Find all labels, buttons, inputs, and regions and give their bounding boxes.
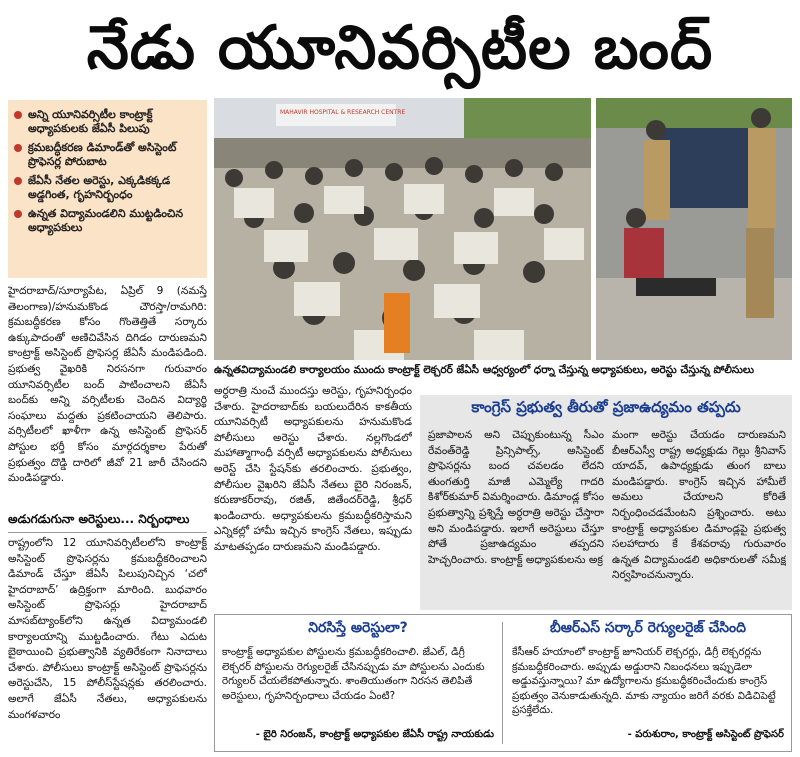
side-story-column-2: మంగా అరెస్టు చేయడం దారుణమని బీఆర్‌ఎస్వీ రాష్ట్ర అధ్యక్షుడు గెల్లు శ్రీనివాస్ యాదవ్, ఉపాధ్యక్షుడు తుంగ బాలు మండిపడ్డారు. కాంగ్రెస్ ఇచ్చిన హామీలే అమలు చేయాలని కోరితే నిర్బంధించడమేంటని ప్రశ్నించారు. అటు కాంట్రాక్ట్ అధ్యాపకుల డిమాండ్లపై ప్రభుత్వ సలహాదారు కే కేశవరావు గురువారం ఉన్నత విద్యామండలి అధికారులతో సమీక్ష నిర్వహించనున్నారు. [612,429,786,582]
quote-2-attribution: - పరుశురాం, కాంట్రాక్ట్ అసిస్టెంట్ ప్రొఫెసర్ [627,729,784,740]
bullet-dot-icon [14,210,22,218]
summary-bullet-text: జేఏసీ నేతల అరెస్టు, ఎక్కడికక్కడ అడ్డగింత, గృహనిర్బంధం [28,174,171,201]
hospital-banner: MAHAVIR HOSPITAL & RESEARCH CENTRE [280,109,406,116]
bullet-dot-icon [14,144,22,152]
protest-crowd-illustration [214,98,591,360]
article-subhead: అడుగడుగునా అరెస్టులు... నిర్బంధాలు [8,512,207,533]
summary-bullet [14,108,201,136]
summary-bullet [14,174,201,202]
page-headline: నేడు యూనివర్సిటీల బంద్ [86,13,714,83]
bullet-dot-icon [14,111,22,119]
quote-1-attribution: - బైరి నిరంజన్, కాంట్రాక్ట్ అధ్యాపకుల జేఏసీ రాష్ట్ర నాయకుడు [255,729,494,740]
police-arrest-illustration [596,98,792,360]
article-body-column-2: అర్ధరాత్రి నుంచే ముందస్తు అరెస్టు, గృహనిర్బంధం చేశారు. హైదరాబాద్‌కు బయలుదేరిన కాకతీయ యూనివర్సిటీ అధ్యాపకులను హనుమకొండ పోలీసులు అరెస్టు చేశారు. నల్లగొండలో మహాత్మాగాంధీ వర్సిటీ అధ్యాపకులను పోలీసులు అరెస్ట్ చేసి స్టేషన్‌కు తరలించారు. ప్రభుత్వం, పోలీసుల వైఖరిని జేఏసీ నేతలు బైరి నిరంజన్, కరుణాకర్‌రావు, రజిత్, జితేందర్‌రెడ్డి, శ్రీధర్ ఖండించారు. అధ్యాపకులను క్రమబద్ధీకరిస్తామని ఎన్నికల్లో హామీ ఇచ్చిన కాంగ్రెస్ నేతలు, ఇప్పుడు మాటతప్పడం దారుణమని మండిపడ్డారు. [214,385,412,553]
quote-1-headline: నిరసిస్తే అరెస్టులా? [308,620,408,636]
police-arrest-photo [596,98,792,360]
protest-crowd-photo [214,98,591,360]
quote-2-headline: బీఆర్‌ఎస్ సర్కార్ రెగ్యులరైజ్ చేసింది [549,620,747,636]
article-body-column-1b: రాష్ట్రంలోని 12 యూనివర్సిటీలలోని కాంట్రాక్ట్ అసిస్టెంట్ ప్రొఫెసర్లను క్రమబద్ధీకరించాలని డిమాండ్ చేస్తూ జేఏసీ పిలుపునిచ్చిన ‘చలో హైదరాబాద్’ ఉద్రిక్తంగా మారింది. బుధవారం అసిస్టెంట్ ప్రొఫెసర్లు హైదరాబాద్ మాసబ్‌ట్యాంక్‌లోని ఉన్నత విద్యామండలి కార్యాలయాన్ని ముట్టడించారు. గేటు ఎదుట బైఠాయించి ప్రభుత్వానికి వ్యతిరేకంగా నినాదాలు చేశారు. పోలీసులు కాంట్రాక్ట్ అసిస్టెంట్ ప్రొఫెసర్లను అరెస్టుచేసి, 15 పోలీస్‌స్టేషన్లకు తరలించారు. అలాగే జేఏసీ నేతలు, అధ్యాపకులను మంగళవారం [8,537,207,721]
article-body-column-1: హైదరాబాద్/సూర్యాపేట, ఏప్రిల్ 9 (నమస్తే తెలంగాణ)/హనుమకొండ చౌరస్తా/రామగిరి: క్రమబద్ధీకరణ కోసం గొంతెత్తితే సర్కారు ఉక్కుపాదంతో అణిచివేసిన దిగిడం దారుణమని కాంట్రాక్ట్ అసిస్టెంట్ ప్రొఫెసర్ల జేఏసీ మండిపడింది. ప్రభుత్వ వైఖరికి నిరసనగా గురువారం యూనివర్సిటీల బంద్ పాటించాలని జేఏసీ బంద్‌కు అన్ని వర్సిటీలకు చెందిన విద్యార్థి సంఘాలు మద్దతు ప్రకటించాయని తెలిపారు. వర్సిటీలలో ఖాళీగా ఉన్న అసిస్టెంట్ ప్రొఫెసర్ పోస్టుల భర్తీ కోసం మార్గదర్శకాల పేరుతో ప్రభుత్వం దొడ్డి దారిలో జీవో 21 జారీ చేసిందని మండిపడ్డారు. [8,285,207,485]
summary-bullet [14,141,201,169]
quote-2-text: కేసీఆర్ హయాంలో కాంట్రాక్ట్ జూనియర్ లెక్చరర్లు, డిగ్రీ లెక్చరర్లను క్రమబద్ధీకరించారు. అప్పుడు అడ్డురాని నిబంధనలు ఇప్పుడెలా అడ్డువస్తున్నాయి? మా ఉద్యోగాలను క్రమబద్ధీకరించేందుకు కాంగ్రెస్ ప్రభుత్వం వెనుకాడుతున్నది. మాకు న్యాయం జరిగే వరకు విడిచిపెట్టే ప్రసక్తేలేదు. [512,646,776,716]
summary-bullet-text: క్రమబద్ధీకరణ డిమాండ్‌తో అసిస్టెంట్ ప్రొఫెసర్ల పోరుబాట [28,141,177,168]
quote-1-text: కాంట్రాక్ట్ అధ్యాపకుల పోస్టులను క్రమబద్ధీకరించాలి. జేఎల్, డిగ్రీ లెక్చరర్ పోస్టులను రెగ్యులరైజ్ చేసినప్పుడు మా పోస్టులను ఎందుకు రెగ్యులర్ చేయలేకపోతున్నారు. శాంతియుతంగా నిరసన తెలిపితే అరెస్టులు, గృహనిర్బంధాలు చేయడం ఏంటి? [222,646,485,702]
summary-bullet [14,207,201,235]
side-story-headline: కాంగ్రెస్ ప్రభుత్వ తీరుతో ప్రజాఉద్యమం తప్పదు [471,398,741,416]
summary-box [8,100,207,278]
bullet-dot-icon [14,177,22,185]
summary-bullet-text: అన్ని యూనివర్సిటీల కాంట్రాక్ట్ అధ్యాపకులకు జేఏసీ పిలుపు [28,108,153,135]
side-story-column-1: ప్రజాపాలన అని చెప్పుకుంటున్న సీఎం రేవంత్‌రెడ్డి ప్రిన్సిపాల్స్, అసిస్టెంట్ ప్రొఫెసర్లను బంద చవలడం లేదని తుంగతుర్తి మాజీ ఎమ్మెల్యే గాదరి కిశోర్‌కుమార్ విమర్శించారు. డిమాండ్ల కోసం ప్రభుత్వాన్ని ప్రశ్నిస్తే అర్ధరాత్రి అరెస్టు చేస్తారా అని మండిపడ్డారు. ఇలాగే అరెస్టులు చేస్తూ పోతే ప్రజాఉద్యమం తప్పదని హెచ్చరించారు. కాంట్రాక్ట్ అధ్యాపకులను అక్ర [428,429,604,566]
summary-bullet-text: ఉన్నత విద్యామండలిని ముట్టడించిన అధ్యాపకులు [28,207,184,234]
photo-caption: ఉన్నతవిద్యామండలి కార్యాలయం ముందు కాంట్రాక్ట్ లెక్చరర్ జేఏసీ ఆధ్వర్యంలో ధర్నా చేస్తున్న అధ్యాపకులు, అరెస్టు చేస్తున్న పోలీసులు [214,364,754,376]
quotes-divider [502,622,503,744]
